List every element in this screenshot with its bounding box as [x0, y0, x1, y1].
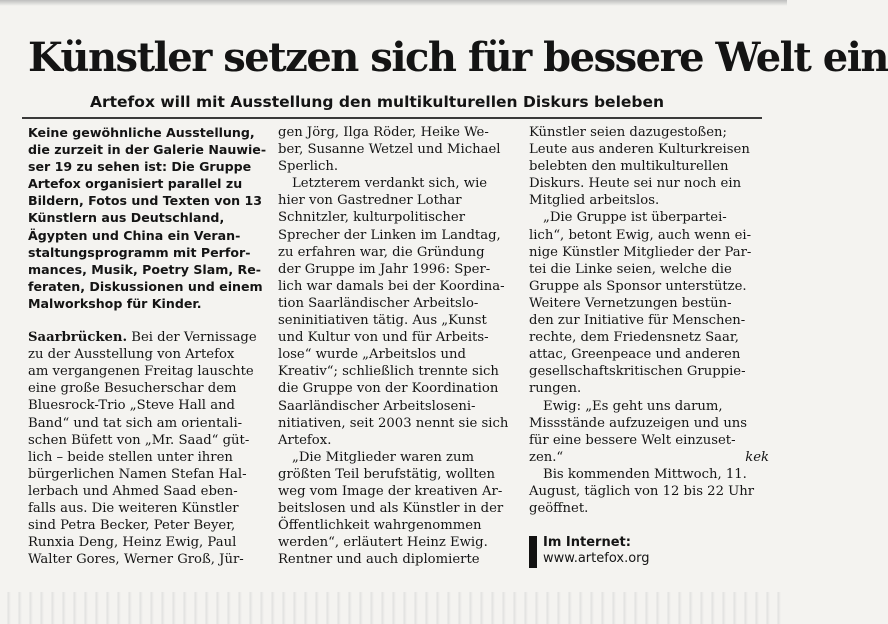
- body-line: am vergangenen Freitag lauschte: [28, 364, 254, 380]
- body-line: Sperlich.: [278, 159, 339, 175]
- body-paragraph: [529, 209, 769, 397]
- lead-line: Bildern, Fotos und Texten von 13: [28, 193, 262, 209]
- body-line: weg vom Image der kreativen Ar-: [278, 483, 503, 499]
- body-line: „Die Mitglieder waren zum: [292, 449, 474, 465]
- lead-line: ser 19 zu sehen ist: Die Gruppe: [28, 159, 252, 175]
- header-rule: [22, 117, 762, 119]
- body-line: rechte, dem Friedensnetz Saar,: [529, 330, 739, 346]
- author-initials: kek: [745, 449, 769, 465]
- internet-box: [529, 535, 769, 568]
- lead-paragraph: [28, 124, 268, 312]
- body-line: beitslosen und als Künstler in der: [278, 501, 504, 517]
- body-line: gesellschaftskritischen Gruppie-: [529, 364, 746, 380]
- article-column-2: [278, 124, 508, 568]
- body-line: tion Saarländischer Arbeitslo-: [278, 295, 479, 311]
- body-line: Diskurs. Heute sei nur noch ein: [529, 176, 742, 192]
- body-line: nige Künstler Mitglieder der Par-: [529, 244, 752, 260]
- article-column-1: [28, 124, 268, 568]
- body-line: attac, Greenpeace und anderen: [529, 347, 741, 363]
- body-line: tei die Linke seien, welche die: [529, 261, 732, 277]
- internet-label: Im Internet:: [543, 535, 631, 551]
- body-line: die Gruppe von der Koordination: [278, 381, 499, 397]
- lead-line: Malworkshop für Kinder.: [28, 295, 202, 311]
- body-line: Öffentlichkeit wahrgenommen: [278, 518, 482, 534]
- body-line: werden“, erläutert Heinz Ewig.: [278, 535, 488, 551]
- body-line: zu der Ausstellung von Artefox: [28, 347, 235, 363]
- body-paragraph: [529, 466, 769, 517]
- paragraph-gap: [529, 517, 769, 531]
- body-line: Missstände aufzuzeigen und uns: [529, 415, 748, 431]
- body-text: zen.“: [529, 449, 564, 465]
- body-line: größten Teil berufstätig, wollten: [278, 466, 495, 482]
- body-line: schen Büfett von „Mr. Saad“ güt-: [28, 432, 250, 448]
- body-line: Weitere Vernetzungen bestün-: [529, 295, 732, 311]
- article-headline: Künstler setzen sich für bessere Welt ein: [28, 34, 888, 81]
- body-line: lich war damals bei der Koordina-: [278, 278, 505, 294]
- lead-line: Artefox organisiert parallel zu: [28, 176, 243, 192]
- dateline: Saarbrücken.: [28, 330, 128, 346]
- lead-line: Ägypten und China ein Veran-: [28, 227, 241, 243]
- body-line: Kreativ“; schließlich trennte sich: [278, 364, 499, 380]
- body-line: seninitiativen tätig. Aus „Kunst: [278, 313, 487, 329]
- body-paragraph: [278, 175, 508, 449]
- body-line: belebten den multikulturellen: [529, 159, 729, 175]
- scan-bottom-edge: [0, 592, 787, 624]
- body-line: eine große Besucherschar dem: [28, 381, 237, 397]
- body-line: hier von Gastredner Lothar: [278, 193, 462, 209]
- lead-line: feraten, Diskussionen und einem: [28, 278, 263, 294]
- lead-line: Keine gewöhnliche Ausstellung,: [28, 125, 255, 140]
- body-line: [529, 449, 769, 466]
- body-line: Letzterem verdankt sich, wie: [292, 176, 488, 192]
- body-line: falls aus. Die weiteren Künstler: [28, 500, 239, 516]
- body-line: August, täglich von 12 bis 22 Uhr: [529, 483, 755, 499]
- body-line: sind Petra Becker, Peter Beyer,: [28, 518, 236, 534]
- body-line: lich – beide stellen unter ihren: [28, 449, 233, 465]
- lead-line: die zurzeit in der Galerie Nauwie-: [28, 142, 267, 158]
- body-line: den zur Initiative für Menschen-: [529, 313, 746, 329]
- body-line: nitiativen, seit 2003 nennt sie sich: [278, 415, 509, 431]
- body-line: rungen.: [529, 381, 582, 397]
- body-paragraph: [28, 329, 268, 568]
- body-line: Schnitzler, kulturpolitischer: [278, 210, 466, 226]
- article-subheadline: Artefox will mit Ausstellung den multikulturellen Diskurs beleben: [90, 93, 665, 111]
- paragraph-gap: [28, 312, 268, 329]
- body-text: Bei der Vernissage: [127, 330, 257, 346]
- body-line: Rentner und auch diplomierte: [278, 552, 480, 568]
- lead-line: staltungsprogramm mit Perfor-: [28, 244, 251, 260]
- body-line: der Gruppe im Jahr 1996: Sper-: [278, 261, 491, 277]
- body-line: Sprecher der Linken im Landtag,: [278, 227, 501, 243]
- body-line: lose“ wurde „Arbeitslos und: [278, 347, 466, 363]
- body-paragraph: [278, 449, 508, 569]
- body-line: Runxia Deng, Heinz Ewig, Paul: [28, 535, 237, 551]
- body-line: zu erfahren war, die Gründung: [278, 244, 485, 260]
- body-line: Walter Gores, Werner Groß, Jür-: [28, 552, 244, 568]
- body-line: für eine bessere Welt einzuset-: [529, 432, 736, 448]
- scan-top-edge: [0, 0, 787, 6]
- body-line: gen Jörg, Ilga Röder, Heike We-: [278, 125, 489, 140]
- article-column-3: [529, 124, 769, 568]
- body-line: Gruppe als Sponsor unterstütze.: [529, 278, 747, 294]
- body-paragraph: [278, 124, 508, 175]
- body-line: Bluesrock-Trio „Steve Hall and: [28, 398, 236, 414]
- body-line: ber, Susanne Wetzel und Michael: [278, 142, 501, 158]
- body-line: Band“ und tat sich am orientali-: [28, 415, 243, 431]
- body-line: „Die Gruppe ist überpartei-: [543, 210, 727, 226]
- internet-url: www.artefox.org: [543, 551, 650, 567]
- body-line: Mitglied arbeitslos.: [529, 193, 660, 209]
- body-line: [28, 329, 268, 346]
- body-paragraph: [529, 398, 769, 466]
- body-paragraph: [529, 124, 769, 209]
- lead-line: Künstlern aus Deutschland,: [28, 210, 225, 226]
- internet-text: [543, 535, 650, 567]
- body-line: geöffnet.: [529, 501, 589, 517]
- body-line: Saarländischer Arbeitsloseni-: [278, 398, 476, 414]
- marker-bar-icon: [529, 536, 537, 568]
- body-line: lich“, betont Ewig, auch wenn ei-: [529, 227, 752, 243]
- body-line: Leute aus anderen Kulturkreisen: [529, 142, 750, 158]
- lead-line: mances, Musik, Poetry Slam, Re-: [28, 261, 262, 277]
- body-line: Artefox.: [278, 432, 332, 448]
- body-line: lerbach und Ahmed Saad eben-: [28, 483, 238, 499]
- body-line: Ewig: „Es geht uns darum,: [543, 398, 723, 414]
- body-line: und Kultur von und für Arbeits-: [278, 330, 489, 346]
- body-line: Bis kommenden Mittwoch, 11.: [543, 466, 747, 482]
- body-line: bürgerlichen Namen Stefan Hal-: [28, 466, 247, 482]
- body-line: Künstler seien dazugestoßen;: [529, 125, 727, 140]
